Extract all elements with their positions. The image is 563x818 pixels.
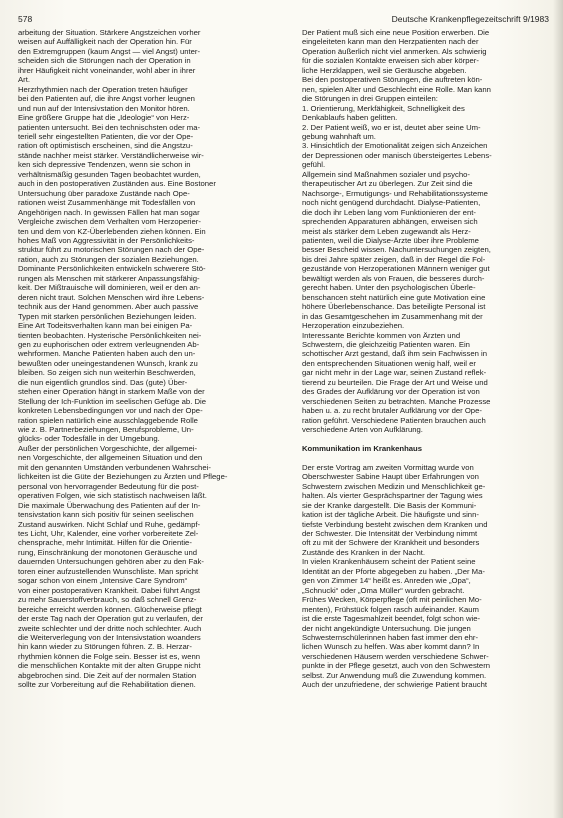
right-text-line: kation ist der tägliche Arbeit. Die häufigste und sinn- [302, 510, 479, 520]
left-text-line: Die maximale Überwachung des Patienten auf der In- [18, 500, 201, 510]
left-text-line: Herzrhythmien nach der Operation treten häufiger [18, 84, 188, 94]
right-text-line: die Störungen in drei Gruppen einteilen: [302, 94, 438, 104]
right-text-line: eingeleiteten kann man den Herzpatienten nach der [302, 37, 479, 47]
left-text-line: Außer der persönlichen Vorgeschichte, der allgemei- [18, 443, 198, 453]
right-text-line: höhere Überlebenschance. Das beteiligte Personal ist [302, 302, 486, 312]
left-text-line: ration, auch zu Störungen der sozialen Beziehungen. [18, 254, 199, 264]
left-text-line: rungen als Menschen mit stärkerer Anpassungsfähig- [18, 273, 200, 283]
right-text-line: Schwesternschülerinnen haben fast immer den ehr- [302, 633, 479, 642]
left-text-line: hin kann wieder zu Störungen führen. Z. B. Herzar- [18, 642, 192, 652]
left-text-line: zu mehr Sauerstoffverbrauch, so daß schnell Grenz- [18, 595, 197, 605]
right-text-line: Der Patient muß sich eine neue Position erwerben. Die [302, 28, 490, 37]
left-text-line: zweite schlechter und der dritte noch schlechter. Auch [18, 623, 202, 633]
right-text-line: selbst. Zur Anwendung muß die Zuwendung kommen. [302, 670, 487, 680]
right-text-line: tiefste Verbindung besteht zwischen dem Kranken und [302, 519, 488, 529]
left-text-line: auch in den postoperativen Zuständen aus. Eine Bostoner [18, 179, 216, 189]
right-text-line: verschiedenen Seiten zu betrachten. Manche Prozesse [302, 396, 491, 406]
left-text-line: nen Vorgeschichte, der allgemeinen Situation und den [18, 453, 203, 463]
right-text-line [302, 434, 553, 443]
left-text-line: die menschlichen Kontakte mit der alten Gruppe nicht [18, 661, 201, 671]
right-text-line: noch nicht genügend durchdacht. Dialyse-Patienten, [302, 198, 481, 208]
left-text-line: lichkeiten ist die Güte der Beziehungen zu Ärzten und Pflege- [18, 472, 228, 482]
right-text-line: den entsprechenden Situationen wenig half, weil er [302, 358, 476, 368]
right-text-line: nen, spielen Alter und Geschlecht eine Rolle. Man kann [302, 84, 491, 94]
right-text-line: lichen Wunsch zu helfen. Was aber kommt dann? In [302, 642, 480, 652]
right-text-line: Interessante Berichte kommen von Ärzten und [302, 330, 461, 340]
right-text-line: gebung wahnhaft um. [302, 131, 376, 141]
right-text-line: gezustände von Herzoperationen Männern weniger gut [302, 264, 490, 274]
left-text-line: Zustand auswirken. Nicht Schlaf und Ruhe, gedämpf- [18, 519, 201, 529]
right-text-line: Operation äußerlich nicht viel anmerken. Als schwierig [302, 46, 487, 56]
left-text-line: ihrer Häufigkeit nicht voneinander, wohl aber in ihrer [18, 65, 196, 75]
left-text-line: Vergleiche zwischen dem Verhalten vom Herzoperier- [18, 217, 201, 227]
right-text-line: Zustände des Kranken in der Nacht. [302, 547, 426, 557]
right-text-line: 2. Der Patient weiß, wo er ist, deutet aber seine Um- [302, 122, 481, 132]
left-text-line: struktur führt zu motorischen Störungen nach der Ope- [18, 245, 205, 255]
right-text-line: in das Gesamtgeschehen im Zusammenhang mit der [302, 311, 483, 321]
left-text-line: konkreten Lebensbedingungen vor und nach der Ope- [18, 406, 203, 416]
left-text-line: rhythmien können die Folge sein. Besser ist es, wenn [18, 651, 201, 661]
left-text-line: Typen mit starken persönlichen Beziehungen leiden. [18, 311, 197, 321]
right-text-line: sprechenden Apparaturen abhängen, erweisen sich [302, 217, 478, 227]
right-text-line: haben u. a. zu recht brutaler Aufklärung vor der Ope- [302, 406, 482, 416]
left-text-line: abgebrochen sind. Die Zeit auf der normalen Station [18, 670, 197, 680]
right-text-line: sie der Kranke dargestellt. Die Basis der Kommuni- [302, 500, 477, 510]
left-text-line: tensivstation kann sich positiv für seinen seelischen [18, 510, 194, 520]
left-text-line: Art. [18, 75, 30, 85]
right-text-line: bewältigt werden als von Frauen, die besseres durch- [302, 273, 485, 283]
left-text-line: Stellung der Ich-Funktion im seelischen Gefüge ab. Die [18, 396, 207, 406]
right-text-line: Auch der unzufriedene, der schwierige Patient braucht [302, 680, 488, 690]
left-text-line: sogar schon von einem „Intensive Care Syndrom“ [18, 576, 188, 586]
left-text-line: und nun auf der Intensivstation den Monitor hören. [18, 103, 190, 113]
right-text-line: Der erste Vortrag am zweiten Vormittag wurde von [302, 462, 474, 472]
right-text-line: Frühes Wecken, Körperpflege (oft mit peinlichen Mo- [302, 595, 482, 605]
right-text-line: verschiedene Arten von Aufklärung. [302, 425, 423, 435]
left-text-line: die nun eigentlich grundlos sind. Das (gute) Über- [18, 377, 188, 387]
left-text-line: teriell sehr eingestellten Patienten, die vor der Ope- [18, 131, 194, 141]
right-text-line: schottischer Arzt gestand, daß ihm sein Fachwissen in [302, 349, 488, 359]
left-text-line: dauernden Untersuchungen gehören aber zu den Fak- [18, 557, 204, 567]
right-text-line: ration geführt. Verschiedene Patienten brauchen auch [302, 415, 486, 425]
right-text-line: Allgemein sind Maßnahmen sozialer und psycho- [302, 169, 470, 179]
left-text-line: tes Licht, Uhr, Kalender, eine vorher vorbereitete Zel- [18, 529, 199, 539]
right-text-line: ist die erste Tagesmahlzeit beendet, folgt schon wie- [302, 614, 481, 624]
left-text-line: ken sich depressive Tendenzen, wenn sie schon in [18, 160, 191, 170]
left-text-line: rung, Einschränkung der monotonen Geräusche und [18, 547, 198, 557]
right-text-line: der Schwester. Die Intensität der Verbindung nimmt [302, 529, 478, 539]
right-text-line: therapeutischer Art zu überlegen. Zur Zeit sind die [302, 179, 473, 189]
left-text-line: wehrformen. Manche Patienten haben auch den un- [18, 349, 196, 359]
section-heading: Kommunikation im Krankenhaus [302, 443, 423, 453]
right-text-line: In vielen Krankenhäusern scheint der Patient seine [302, 557, 476, 567]
left-text-line: bereiche erreicht werden können. Glücherweise pflegt [18, 604, 202, 614]
right-text-line: benschancen steht natürlich eine gute Motivation eine [302, 292, 486, 302]
left-text-line: Dominante Persönlichkeiten entwickeln schwerere Stö- [18, 264, 206, 274]
left-text-line: rationen weist Zusammenhänge mit Todesfällen von [18, 198, 196, 208]
left-text-line: ration oft optimistisch erscheinen, sind die Angstzu- [18, 141, 193, 151]
left-text-line: verhältnismäßig gesunden Tagen beobachtet wurden, [18, 169, 201, 179]
left-text-line: weisen auf Auffälligkeit nach der Operation hin. Für [18, 37, 192, 47]
left-text-line: stände nachher meist stärker. Verständlicherweise wir- [18, 150, 204, 160]
left-text-line: sollte zur Vorbereitung auf die Rehabilitation dienen. [18, 680, 196, 690]
left-text-line: personal von hervorragender Bedeutung für die post- [18, 481, 199, 491]
left-text-line: toren einer aufzustellenden Wunschliste. Man spricht [18, 566, 199, 576]
left-text-line: bewußten oder uneingestandenen Wunsch, krank zu [18, 358, 198, 368]
right-text-line: besser Bescheid wissen. Nachuntersuchungen zeigten, [302, 245, 491, 255]
right-text-line: gen von Zimmer 14“ heißt es. Anreden wie „Opa“, [302, 576, 471, 586]
left-text-line: technik aus der Hand genommen. Aber auch passive [18, 302, 199, 312]
right-text-line: Bei den postoperativen Störungen, die auftreten kön- [302, 75, 483, 85]
left-text-line: die Weiterverlegung von der Intensivstation woanders [18, 633, 201, 642]
right-text-line: 1. Orientierung, Merkfähigkeit, Schnelligkeit des [302, 103, 465, 113]
left-text-line: Eine Art Todeitsverhalten kann man bei einigen Pa- [18, 321, 193, 331]
left-text-line: Eine größere Gruppe hat die „Ideologie“ von Herz- [18, 113, 190, 123]
right-text-line: bis drei Jahre später zeigen, daß in der Regel die Fol- [302, 254, 486, 264]
right-text-line: „Schnucki“ oder „Oma Müller“ wurden gebracht. [302, 585, 465, 595]
page-number: 578 [18, 14, 33, 24]
left-text-line: hohes Maß von Aggressivität in der Persönlichkeits- [18, 235, 195, 245]
left-text-line: chensprache, mehr Intimität. Hilfen für die Orientie- [18, 538, 192, 548]
right-text-line: Identität an der Pforte abgegeben zu haben. „Der Ma- [302, 566, 485, 576]
right-text-line: der Depressionen oder manisch übersteigertes Lebens- [302, 150, 492, 160]
running-header: Deutsche Krankenpflegezeitschrift 9/1983 [391, 14, 549, 24]
right-text-line: Herzoperation einzubeziehen. [302, 321, 405, 331]
right-text-line: 3. Hinsichtlich der Emotionalität zeigen sich Anzeichen [302, 141, 488, 151]
left-text-line: operativen Folgen, wie sich statistisch nachweisen läßt. [18, 491, 207, 501]
right-text-line: des Grades der Aufklärung vor der Operation ist von [302, 387, 480, 397]
right-text-line: Schwestern zwischen Medizin und Menschlichkeit ge- [302, 481, 486, 491]
left-text-line: scheiden sich die Störungen nach der Operation in [18, 56, 191, 66]
left-text-line: glücks- oder Todesfälle in der Umgebung. [18, 434, 160, 444]
left-text-line: deren nicht traut. Solchen Menschen wird ihre Lebens- [18, 292, 205, 302]
left-text-line: wie z. B. Partnerbeziehungen, Berufsprobleme, Un- [18, 425, 194, 435]
right-text-line: gefühl. [302, 160, 326, 170]
left-text-line: keit. Der Mißtrauische will dominieren, weil er den an- [18, 283, 201, 293]
right-text-line: meist als stärker dem Leben zugewandt als Herz- [302, 226, 471, 236]
left-column [18, 28, 293, 812]
right-text-line: Nachsorge-, Ermutigungs- und Rehabilitationssysteme [302, 188, 488, 198]
left-text-line: arbeitung der Situation. Stärkere Angstzeichen vorher [18, 28, 201, 37]
left-text-line: patienten untersucht. Bei den technischsten oder ma- [18, 122, 201, 132]
right-text-line: menten), Frühstück folgen rasch aufeinander. Kaum [302, 604, 479, 614]
right-text-line: Oberschwester Sabine Haupt über Erfahrungen von [302, 472, 479, 482]
right-text-line: der nicht angekündigte Untersuchung. Die jungen [302, 623, 471, 633]
right-text-line: halten. Als vierter Gesprächspartner der Tagung wies [302, 491, 483, 501]
right-text-line: verschiedenen Häusern werden verschiedene Schwer- [302, 651, 489, 661]
left-text-line: gen zu euphorischen oder extrem verleugnenden Ab- [18, 339, 200, 349]
left-text-line: bleiben. So zeigen sich nun weiterhin Beschwerden, [18, 368, 196, 378]
left-text-line: ten und dem von KZ-Überlebenden ziehen können. Ein [18, 226, 206, 236]
left-text-line: der erste Tag nach der Operation gut zu verlaufen, der [18, 614, 203, 624]
left-text-line: Untersuchung über paradoxe Zustände nach Ope- [18, 188, 190, 198]
right-text-line: oft zu mit der Schwere der Krankheit und besonders [302, 538, 480, 548]
right-text-line: gar nicht mehr in der Lage war, seinen Zustand reflek- [302, 368, 487, 378]
left-text-line: von einer postoperativen Krankheit. Dabei führt Angst [18, 585, 201, 595]
right-text-line: punkte in der Pflege gesetzt, auch von den Schwestern [302, 661, 491, 671]
right-text-line: Schwestern, die gleichzeitig Patienten waren. Ein [302, 339, 470, 349]
left-text-line: Angehörigen nach. In gewissen Fällen hat man sogar [18, 207, 200, 217]
right-text-line: patienten, weil die Dialyse-Ärzte über ihre Probleme [302, 235, 479, 245]
right-text-line: für die sozialen Kontakte erweisen sich aber körper- [302, 56, 479, 66]
left-text-line: stehen einer Operation hängt in starkem Maße von der [18, 387, 205, 397]
right-text-line [302, 453, 553, 462]
right-text-line: die doch ihr Leben lang vom Funktionieren der ent- [302, 207, 476, 217]
left-text-line: tienten beobachten. Hysterische Persönlichkeiten nei- [18, 330, 202, 340]
left-text-line: den Extremgruppen (kaum Angst — viel Angst) unter- [18, 46, 201, 56]
left-text-line: ration spielen natürlich eine ausschlaggebende Rolle [18, 415, 198, 425]
right-column [302, 28, 553, 812]
left-text-line: mit den genannten Umständen verbundenen Wahrschei- [18, 462, 211, 472]
right-text-line: gerecht haben. Unter den psychologischen Überle- [302, 283, 476, 293]
left-text-line: bei den Patienten auf, die ihre Angst vorher leugnen [18, 94, 195, 104]
right-text-line: Denkablaufs haben gelitten. [302, 113, 398, 123]
page-binding-shadow [553, 0, 563, 818]
right-text-line: liche Herzklappen, weil sie Geräusche abgeben. [302, 65, 467, 75]
right-text-line: tierend zu beurteilen. Die Frage der Art und Weise und [302, 377, 488, 387]
